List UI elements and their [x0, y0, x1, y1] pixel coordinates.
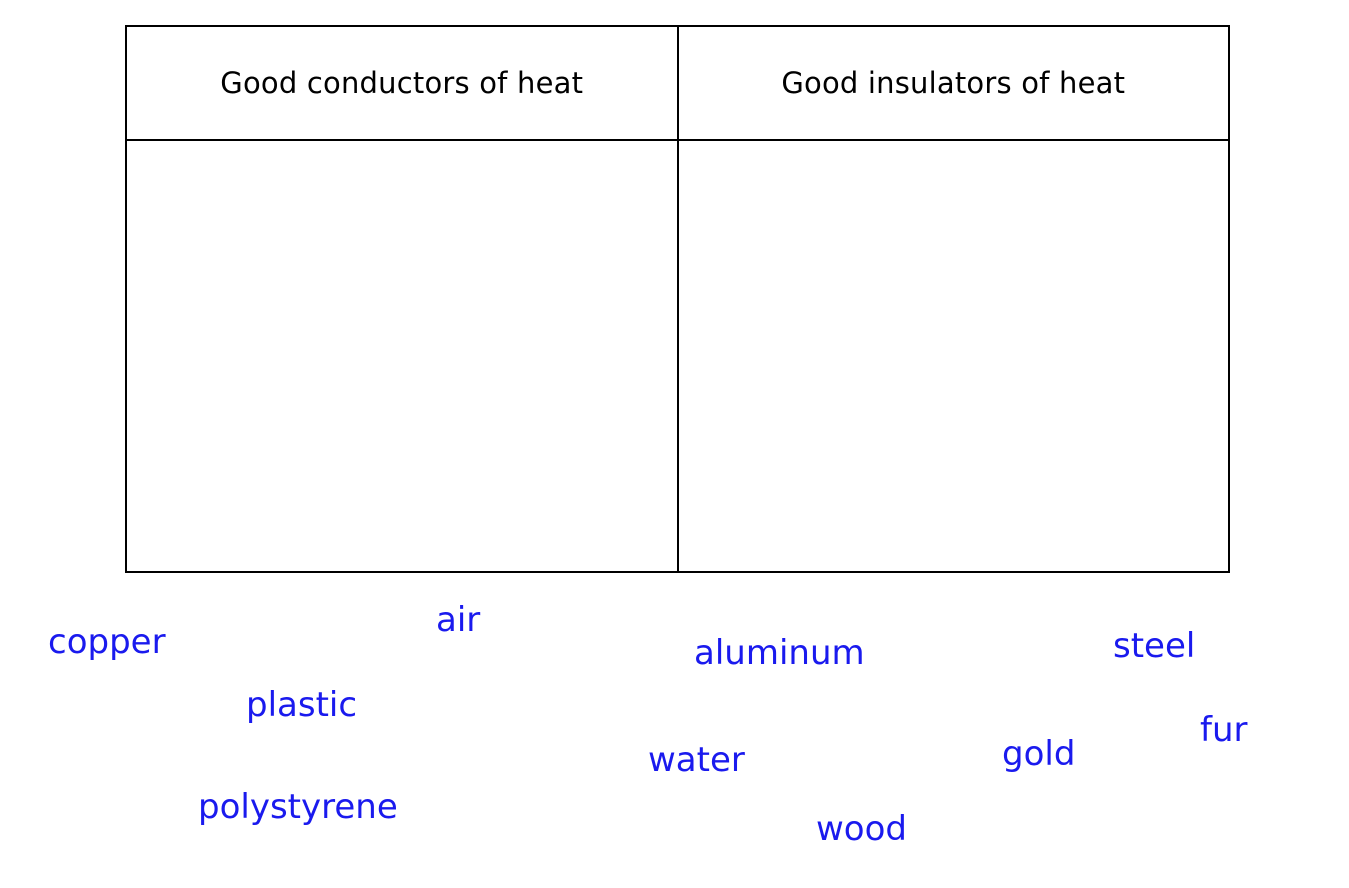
word-gold[interactable]: gold — [1002, 734, 1076, 774]
column-header-conductors: Good conductors of heat — [126, 26, 678, 140]
word-steel[interactable]: steel — [1113, 626, 1196, 666]
word-aluminum[interactable]: aluminum — [694, 633, 865, 673]
word-water[interactable]: water — [648, 740, 745, 780]
word-air[interactable]: air — [436, 600, 481, 640]
word-plastic[interactable]: plastic — [246, 685, 358, 725]
word-copper[interactable]: copper — [48, 622, 166, 662]
word-bank — [0, 585, 1349, 888]
column-header-insulators: Good insulators of heat — [678, 26, 1230, 140]
sorting-table — [125, 25, 1230, 573]
answer-area-insulators[interactable] — [678, 140, 1230, 572]
word-wood[interactable]: wood — [816, 809, 907, 849]
answer-area-conductors[interactable] — [126, 140, 678, 572]
word-polystyrene[interactable]: polystyrene — [198, 787, 398, 827]
table-answer-row — [126, 140, 1229, 572]
table-header-row — [126, 26, 1229, 140]
word-fur[interactable]: fur — [1200, 710, 1248, 750]
